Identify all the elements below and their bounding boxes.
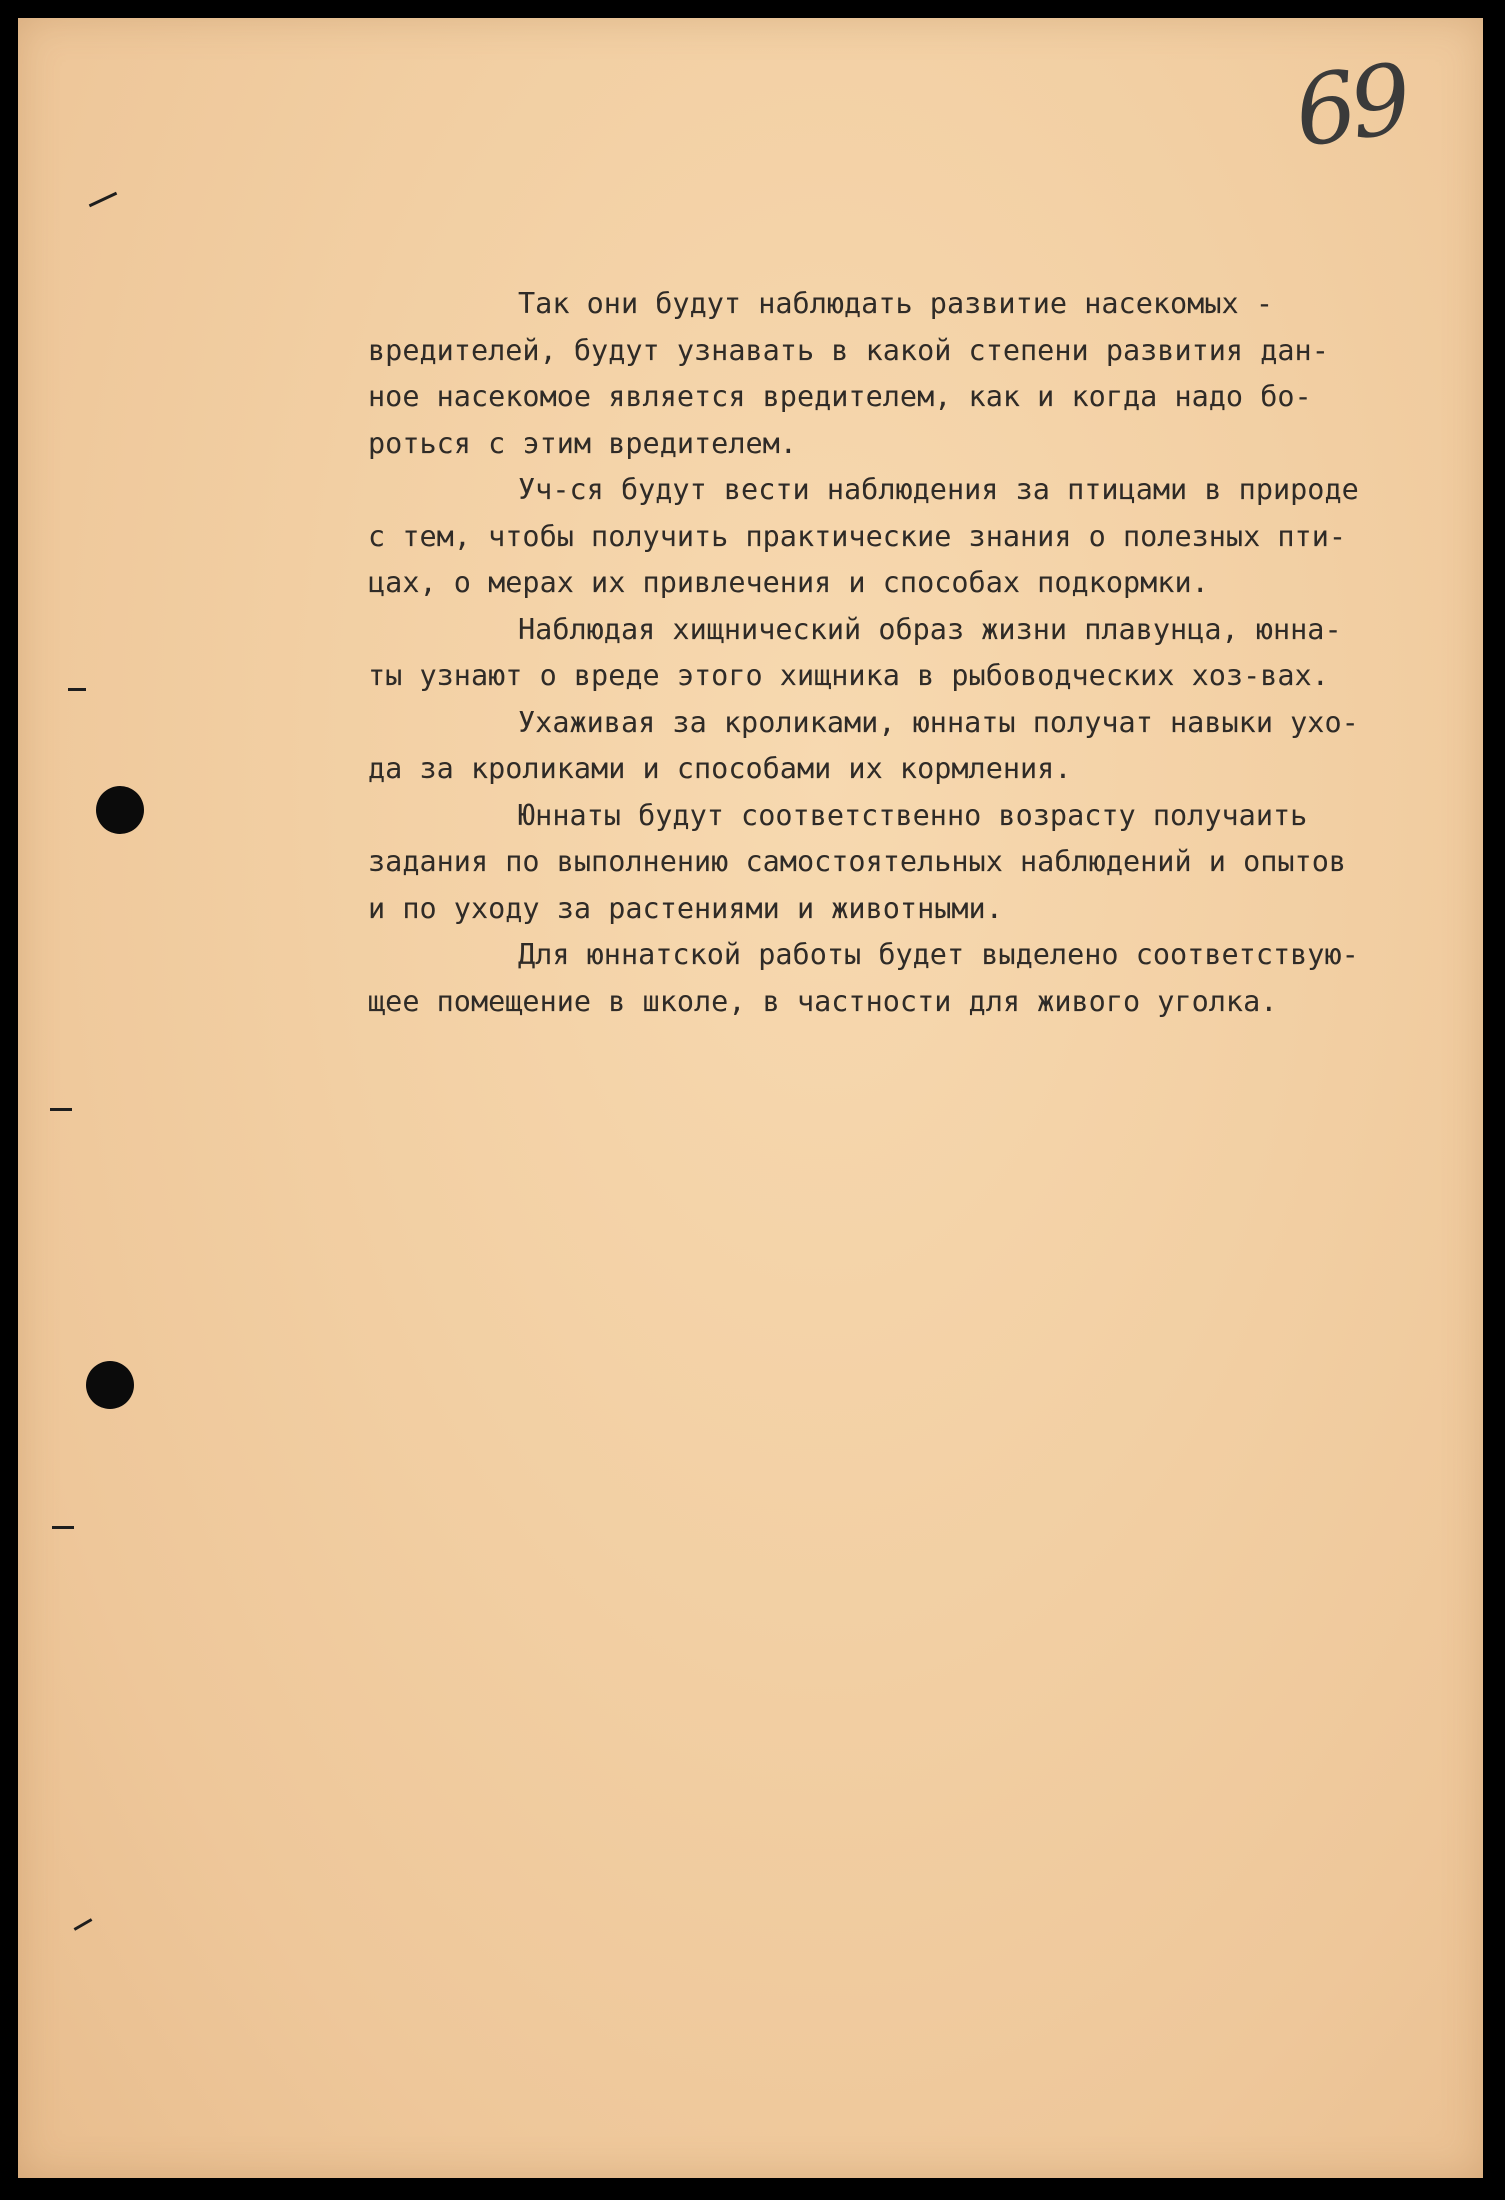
paragraph: [368, 467, 1433, 607]
paragraph: [368, 793, 1433, 933]
text-line: Так они будут наблюдать развитие насекомых -: [518, 287, 1273, 320]
punch-hole-bottom: [86, 1361, 134, 1409]
margin-mark: [68, 688, 86, 691]
text-line: Юннаты будут соответственно возрасту получаить: [518, 798, 1308, 832]
text-line: ное насекомое является вредителем, как и когда надо бо-: [368, 380, 1312, 413]
text-line: цах, о мерах их привлечения и способах подкормки.: [368, 566, 1209, 599]
text-line: вредителей, будут узнавать в какой степени развития дан-: [368, 333, 1329, 367]
paragraph: [368, 607, 1433, 700]
text-line: и по уходу за растениями и животными.: [368, 891, 1003, 925]
text-line: Уч-ся будут вести наблюдения за птицами в природе: [518, 473, 1359, 506]
text-line: Наблюдая хищнический образ жизни плавунца, юнна-: [518, 612, 1342, 646]
text-line: роться с этим вредителем.: [368, 426, 797, 460]
margin-mark: [74, 1918, 93, 1931]
text-line: щее помещение в школе, в частности для живого уголка.: [368, 984, 1278, 1018]
paragraph: [368, 700, 1433, 793]
text-line: Для юннатской работы будет выделено соответствую-: [518, 938, 1359, 971]
margin-mark: [50, 1108, 72, 1111]
paragraph: [368, 281, 1433, 467]
text-line: да за кроликами и способами их кормления.: [368, 752, 1072, 785]
typed-text-body: [368, 281, 1433, 1025]
punch-hole-top: [96, 786, 144, 834]
page-number: 69: [1288, 42, 1413, 169]
text-line: с тем, чтобы получить практические знания о полезных пти-: [368, 519, 1347, 553]
text-line: задания по выполнению самостоятельных наблюдений и опытов: [368, 845, 1347, 878]
document-page: [18, 18, 1483, 2178]
margin-mark: [89, 192, 117, 207]
margin-mark: [52, 1526, 74, 1529]
text-line: Ухаживая за кроликами, юннаты получат навыки ухо-: [518, 705, 1359, 739]
paragraph: [368, 932, 1433, 1025]
text-line: ты узнают о вреде этого хищника в рыбоводческих хоз-вах.: [368, 659, 1329, 692]
